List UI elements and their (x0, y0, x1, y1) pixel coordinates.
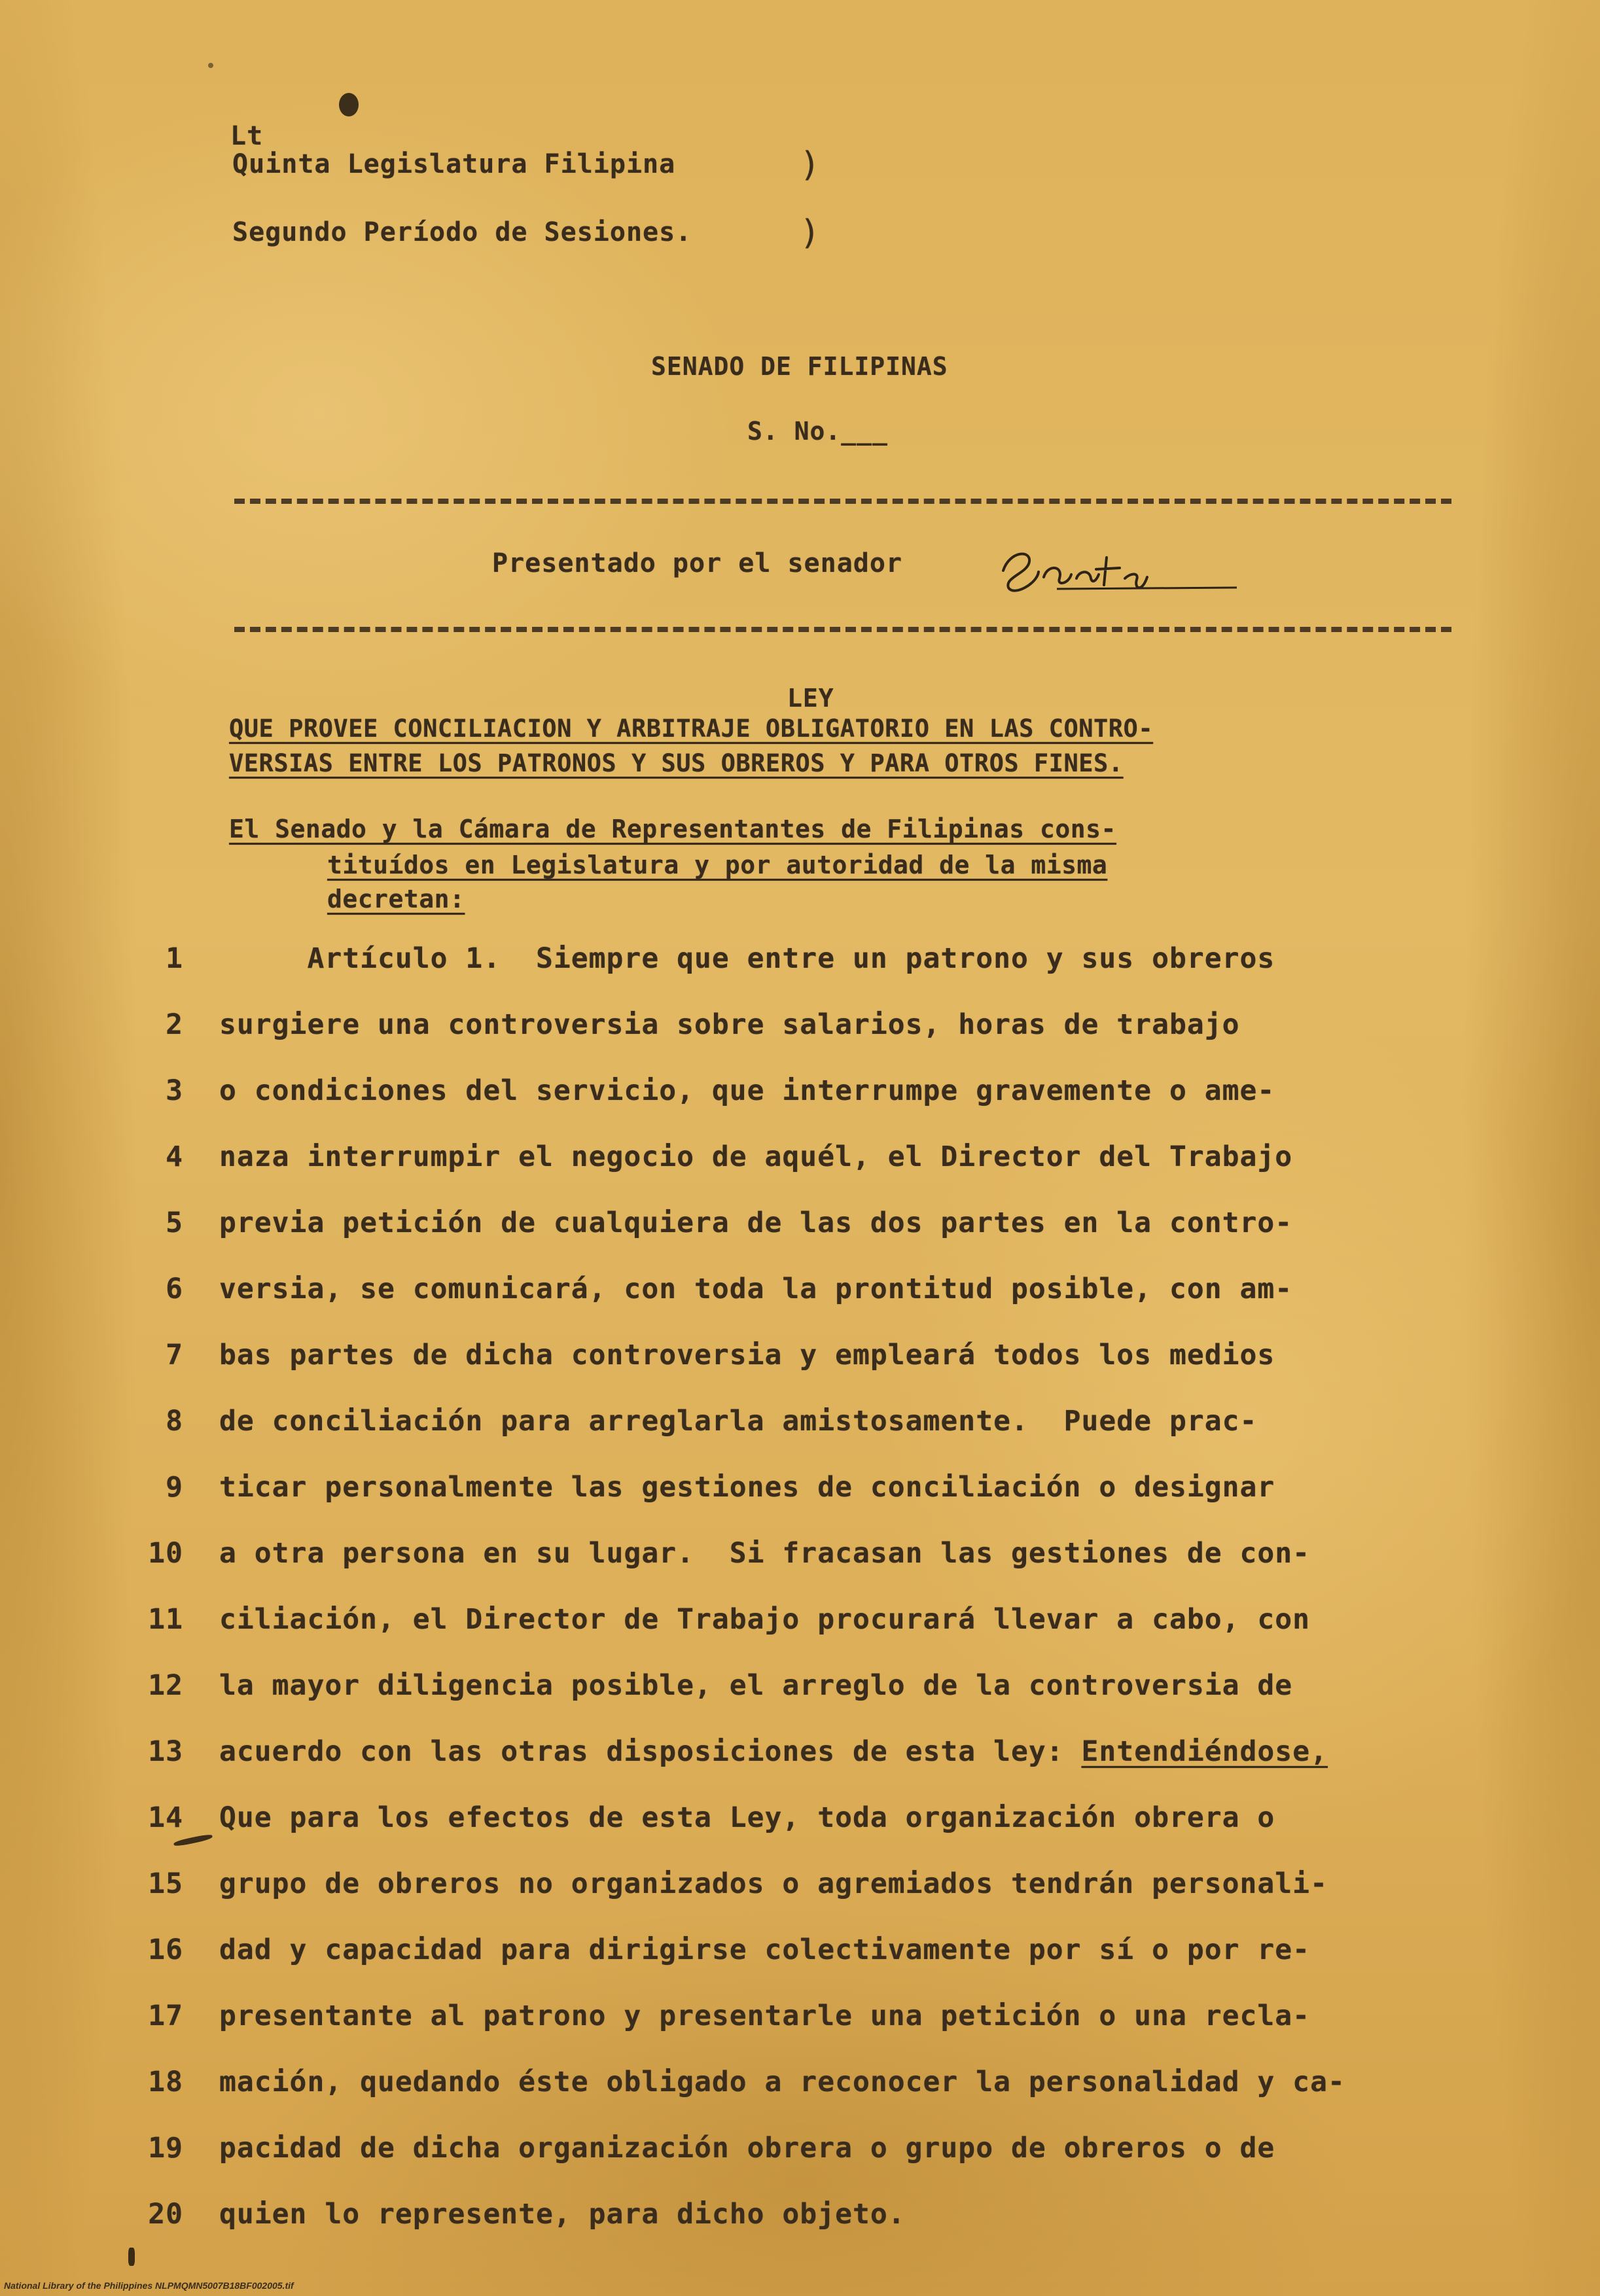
body-line: ciliación, el Director de Trabajo procurará llevar a cabo, con (219, 1603, 1311, 1636)
body-line: presentante al patrono y presentarle una petición o una recla- (219, 2000, 1311, 2032)
line-number: 16 (148, 1934, 183, 1966)
body-line: versia, se comunicará, con toda la prontitud posible, con am- (219, 1273, 1293, 1305)
line-number: 7 (166, 1339, 183, 1371)
line-number: 15 (148, 1867, 183, 1900)
body-line: Artículo 1. Siempre que entre un patrono y sus obreros (219, 942, 1275, 975)
enacting-clause-line-1: El Senado y la Cámara de Representantes de Filipinas cons- (229, 815, 1116, 843)
line-number: 14 (148, 1801, 183, 1834)
header-bracket-top: ) (800, 145, 821, 185)
body-line: previa petición de cualquiera de las dos partes en la contro- (219, 1207, 1293, 1239)
line-number: 8 (166, 1405, 183, 1438)
header-mark: Lt (230, 121, 264, 151)
bill-number: S. No.___ (747, 417, 888, 446)
body-line: quien lo represente, para dicho objeto. (219, 2198, 906, 2231)
body-line: o condiciones del servicio, que interrumpe gravemente o ame- (219, 1074, 1275, 1107)
line-number: 20 (148, 2198, 183, 2231)
line-number: 10 (148, 1537, 183, 1570)
line-number: 11 (148, 1603, 183, 1636)
ink-blot (208, 63, 213, 68)
ink-blot (339, 93, 359, 116)
legislature-name: Quinta Legislatura Filipina (232, 149, 676, 179)
line-number: 6 (166, 1273, 183, 1305)
line-number: 3 (166, 1074, 183, 1107)
line-number: 2 (166, 1008, 183, 1041)
line-number: 17 (148, 2000, 183, 2032)
line-number: 9 (166, 1471, 183, 1504)
line-number: 1 (166, 942, 183, 975)
separator-top (234, 499, 1451, 504)
body-line: la mayor diligencia posible, el arreglo de la controversia de (219, 1669, 1293, 1702)
line-number: 18 (148, 2066, 183, 2098)
line-number: 13 (148, 1735, 183, 1768)
body-line: surgiere una controversia sobre salarios, horas de trabajo (219, 1008, 1240, 1041)
senator-signature (991, 538, 1240, 597)
body-line: naza interrumpir el negocio de aquél, el Director del Trabajo (219, 1140, 1293, 1173)
body-line: mación, quedando éste obligado a reconocer la personalidad y ca- (219, 2066, 1345, 2098)
line-number: 12 (148, 1669, 183, 1702)
presented-by-label: Presentado por el senador (492, 548, 903, 578)
enacting-clause-line-2: tituídos en Legislatura y por autoridad de la misma (327, 851, 1108, 879)
proviso-keyword: Entendiéndose, (1081, 1735, 1328, 1768)
senate-title: SENADO DE FILIPINAS (651, 352, 948, 381)
line-number: 4 (166, 1140, 183, 1173)
law-subtitle-line-2: VERSIAS ENTRE LOS PATRONOS Y SUS OBREROS Y PARA OTROS FINES. (229, 749, 1124, 777)
body-line: Que para los efectos de esta Ley, toda organización obrera o (219, 1801, 1275, 1834)
body-line: dad y capacidad para dirigirse colectivamente por sí o por re- (219, 1934, 1311, 1966)
ink-blot (173, 1833, 213, 1847)
body-line: a otra persona en su lugar. Si fracasan las gestiones de con- (219, 1537, 1311, 1570)
body-line-text: acuerdo con las otras disposiciones de esta ley: (219, 1735, 1064, 1768)
law-subtitle-line-1: QUE PROVEE CONCILIACION Y ARBITRAJE OBLIGATORIO EN LAS CONTRO- (229, 715, 1154, 743)
session-name: Segundo Período de Sesiones. (232, 217, 692, 247)
body-line: de conciliación para arreglarla amistosamente. Puede prac- (219, 1405, 1258, 1438)
law-heading: LEY (787, 684, 834, 713)
archive-footer: National Library of the Philippines NLPMQMN5007B18BF002005.tif (4, 2280, 294, 2291)
ink-blot (128, 2248, 135, 2266)
line-number: 5 (166, 1207, 183, 1239)
enacting-clause-line-3: decretan: (327, 885, 465, 913)
body-line: ticar personalmente las gestiones de conciliación o designar (219, 1471, 1275, 1504)
body-line: grupo de obreros no organizados o agremiados tendrán personali- (219, 1867, 1328, 1900)
body-line (219, 1735, 1328, 1768)
body-line: bas partes de dicha controversia y empleará todos los medios (219, 1339, 1275, 1371)
separator-bottom (234, 627, 1451, 632)
body-line: pacidad de dicha organización obrera o grupo de obreros o de (219, 2132, 1275, 2164)
line-number: 19 (148, 2132, 183, 2164)
header-bracket-bottom: ) (800, 213, 821, 253)
